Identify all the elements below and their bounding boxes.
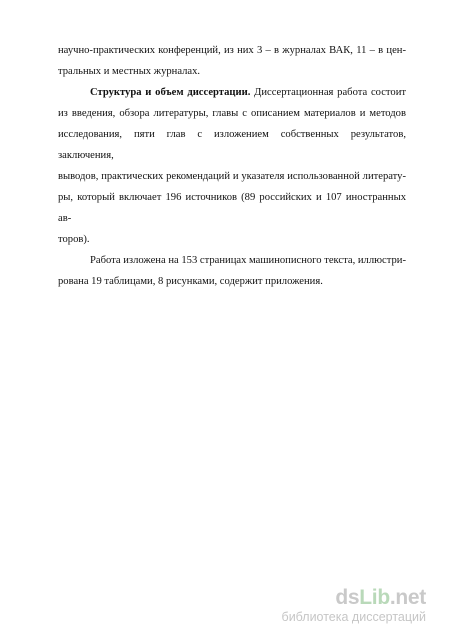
document-body (58, 40, 406, 292)
text-line-1: научно-практических конференций, из них 3 – в журналах ВАК, 11 – в цен- (58, 45, 406, 56)
watermark-logo-net: .net (389, 586, 426, 609)
watermark-logo-lib: Lib (359, 586, 390, 609)
text-line-8: торов). (58, 234, 90, 245)
section-heading-inline: Структура и объем диссертации. (90, 87, 251, 98)
watermark-logo (282, 587, 426, 609)
text-line-3 (58, 82, 406, 103)
text-line-5: исследования, пяти глав с изложением собственных результатов, заключения, (58, 129, 406, 161)
text-line-3-rest: Диссертационная работа состоит (250, 87, 406, 98)
watermark (282, 587, 426, 625)
text-line-6: выводов, практических рекомендаций и указателя использованной литерату- (58, 171, 406, 182)
text-line-9: Работа изложена на 153 страницах машинописного текста, иллюстри- (90, 255, 406, 266)
watermark-logo-ds: ds (335, 586, 360, 609)
watermark-subtitle: библиотека диссертаций (281, 610, 426, 624)
text-line-7: ры, который включает 196 источников (89 российских и 107 иностранных ав- (58, 192, 406, 224)
text-line-2: тральных и местных журналах. (58, 66, 201, 77)
text-line-4: из введения, обзора литературы, главы с описанием материалов и методов (58, 108, 406, 119)
text-line-10: рована 19 таблицами, 8 рисунками, содержит приложения. (58, 276, 323, 287)
